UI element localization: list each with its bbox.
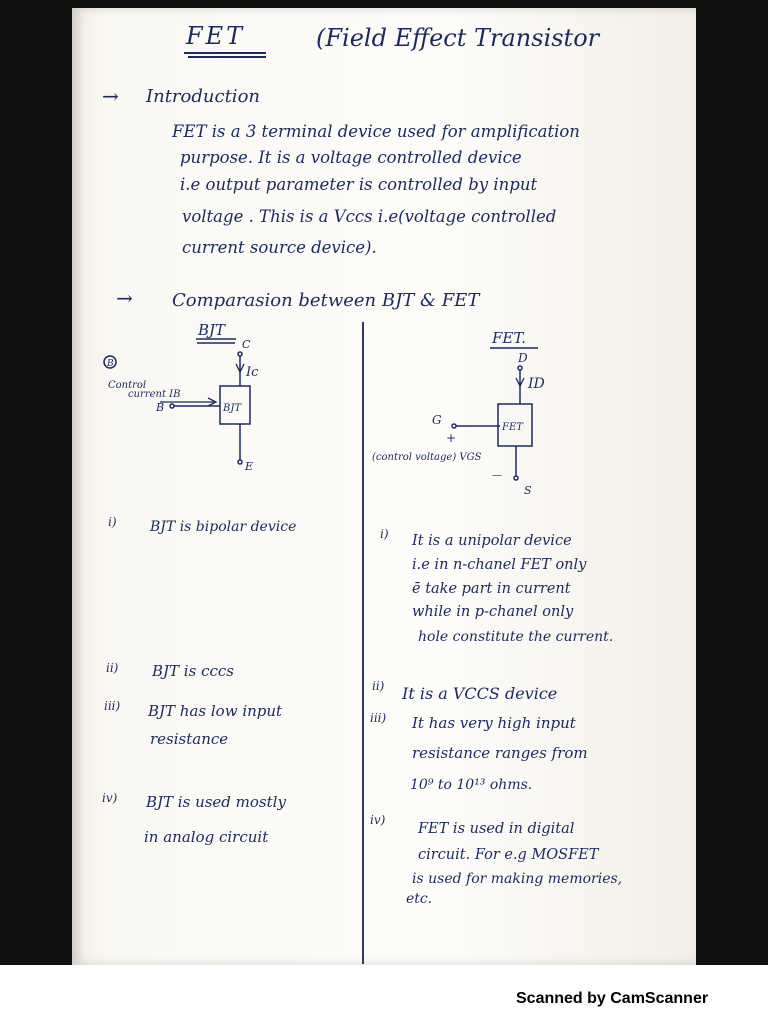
- bjt-point-4-num: iv): [102, 791, 118, 805]
- intro-arrow: →: [102, 84, 119, 108]
- fet-plus: +: [446, 431, 457, 445]
- intro-line-1: FET is a 3 terminal device used for amplification: [172, 122, 580, 141]
- title-underline-1: [184, 52, 266, 54]
- fet-point-4-line-4: etc.: [406, 891, 433, 907]
- bjt-point-2-line-1: BJT is cccs: [152, 662, 234, 680]
- fet-point-1-num: i): [380, 527, 389, 541]
- fet-symbol-diagram: [368, 326, 628, 506]
- intro-heading: Introduction: [146, 86, 260, 107]
- comparison-heading: Comparasion between BJT & FET: [172, 290, 480, 311]
- fet-terminal-d: D: [518, 351, 528, 365]
- scan-border-left: [0, 0, 72, 965]
- fet-g-node: [452, 424, 456, 428]
- bjt-control-label-1: Control: [108, 380, 147, 391]
- scanner-watermark: Scanned by CamScanner: [516, 990, 709, 1007]
- fet-point-3-num: iii): [370, 711, 387, 725]
- bjt-point-1-num: i): [108, 515, 117, 529]
- bjt-point-2-num: ii): [106, 661, 119, 675]
- bjt-point-4-line-2: in analog circuit: [144, 828, 269, 846]
- page-title: FET: [186, 22, 246, 50]
- intro-line-2: purpose. It is a voltage controlled device: [180, 148, 522, 167]
- fet-current-id: ID: [528, 376, 545, 392]
- fet-point-2-num: ii): [372, 679, 385, 693]
- fet-box-label: FET: [502, 422, 523, 433]
- bjt-e-node: [238, 460, 242, 464]
- fet-point-1-line-4: while in p-chanel only: [412, 604, 574, 620]
- fet-control-voltage: (control voltage) VGS: [372, 452, 482, 463]
- intro-line-3: i.e output parameter is controlled by input: [180, 175, 538, 194]
- bjt-point-3-num: iii): [104, 699, 121, 713]
- fet-point-2-line-1: It is a VCCS device: [402, 684, 558, 703]
- intro-line-4: voltage . This is a Vccs i.e(voltage controlled: [182, 207, 557, 226]
- fet-terminal-g: G: [432, 413, 442, 427]
- fet-point-3-line-2: resistance ranges from: [412, 744, 588, 762]
- title-underline-2: [188, 56, 266, 58]
- bjt-control-label-2: current IB: [128, 389, 181, 400]
- bjt-diagram-title: BJT: [198, 321, 226, 339]
- bjt-c-node: [238, 352, 242, 356]
- bjt-b-node: [170, 404, 174, 408]
- fet-point-1-line-2: i.e in n-chanel FET only: [412, 557, 587, 573]
- fet-diagram-title: FET.: [492, 329, 526, 347]
- bjt-point-1-line-1: BJT is bipolar device: [150, 519, 297, 535]
- fet-point-3-line-1: It has very high input: [412, 714, 576, 732]
- fet-point-1-line-3: ē take part in current: [412, 581, 571, 597]
- fet-point-4-line-3: is used for making memories,: [412, 871, 623, 887]
- scan-border-right: [696, 0, 768, 965]
- bjt-terminal-e: E: [245, 460, 254, 473]
- fet-terminal-s: S: [524, 484, 532, 497]
- comparison-arrow: →: [116, 286, 133, 310]
- fet-d-node: [518, 366, 522, 370]
- bjt-point-3-line-1: BJT has low input: [148, 702, 283, 720]
- bjt-point-3-line-2: resistance: [150, 730, 229, 748]
- bjt-box-label: BJT: [223, 403, 242, 414]
- scan-border-top: [0, 0, 768, 8]
- bjt-circled-mark-letter: B: [107, 359, 114, 369]
- fet-point-4-line-1: FET is used in digital: [418, 821, 575, 837]
- fet-minus: —: [492, 470, 502, 481]
- column-divider: [362, 322, 364, 964]
- fet-point-4-line-2: circuit. For e.g MOSFET: [418, 847, 599, 863]
- fet-point-1-line-5: hole constitute the current.: [418, 629, 614, 645]
- bjt-point-4-line-1: BJT is used mostly: [146, 793, 286, 811]
- fet-point-1-line-1: It is a unipolar device: [412, 533, 572, 549]
- fet-point-3-line-3: 10⁹ to 10¹³ ohms.: [410, 777, 533, 793]
- bjt-symbol-diagram: [100, 318, 340, 498]
- fet-s-node: [514, 476, 518, 480]
- intro-line-5: current source device).: [182, 238, 377, 257]
- fet-point-4-num: iv): [370, 813, 386, 827]
- bjt-current-ic: Ic: [246, 365, 259, 380]
- bjt-terminal-b: B: [156, 401, 165, 414]
- page-subtitle: (Field Effect Transistor: [316, 24, 600, 52]
- bjt-terminal-c: C: [242, 338, 251, 351]
